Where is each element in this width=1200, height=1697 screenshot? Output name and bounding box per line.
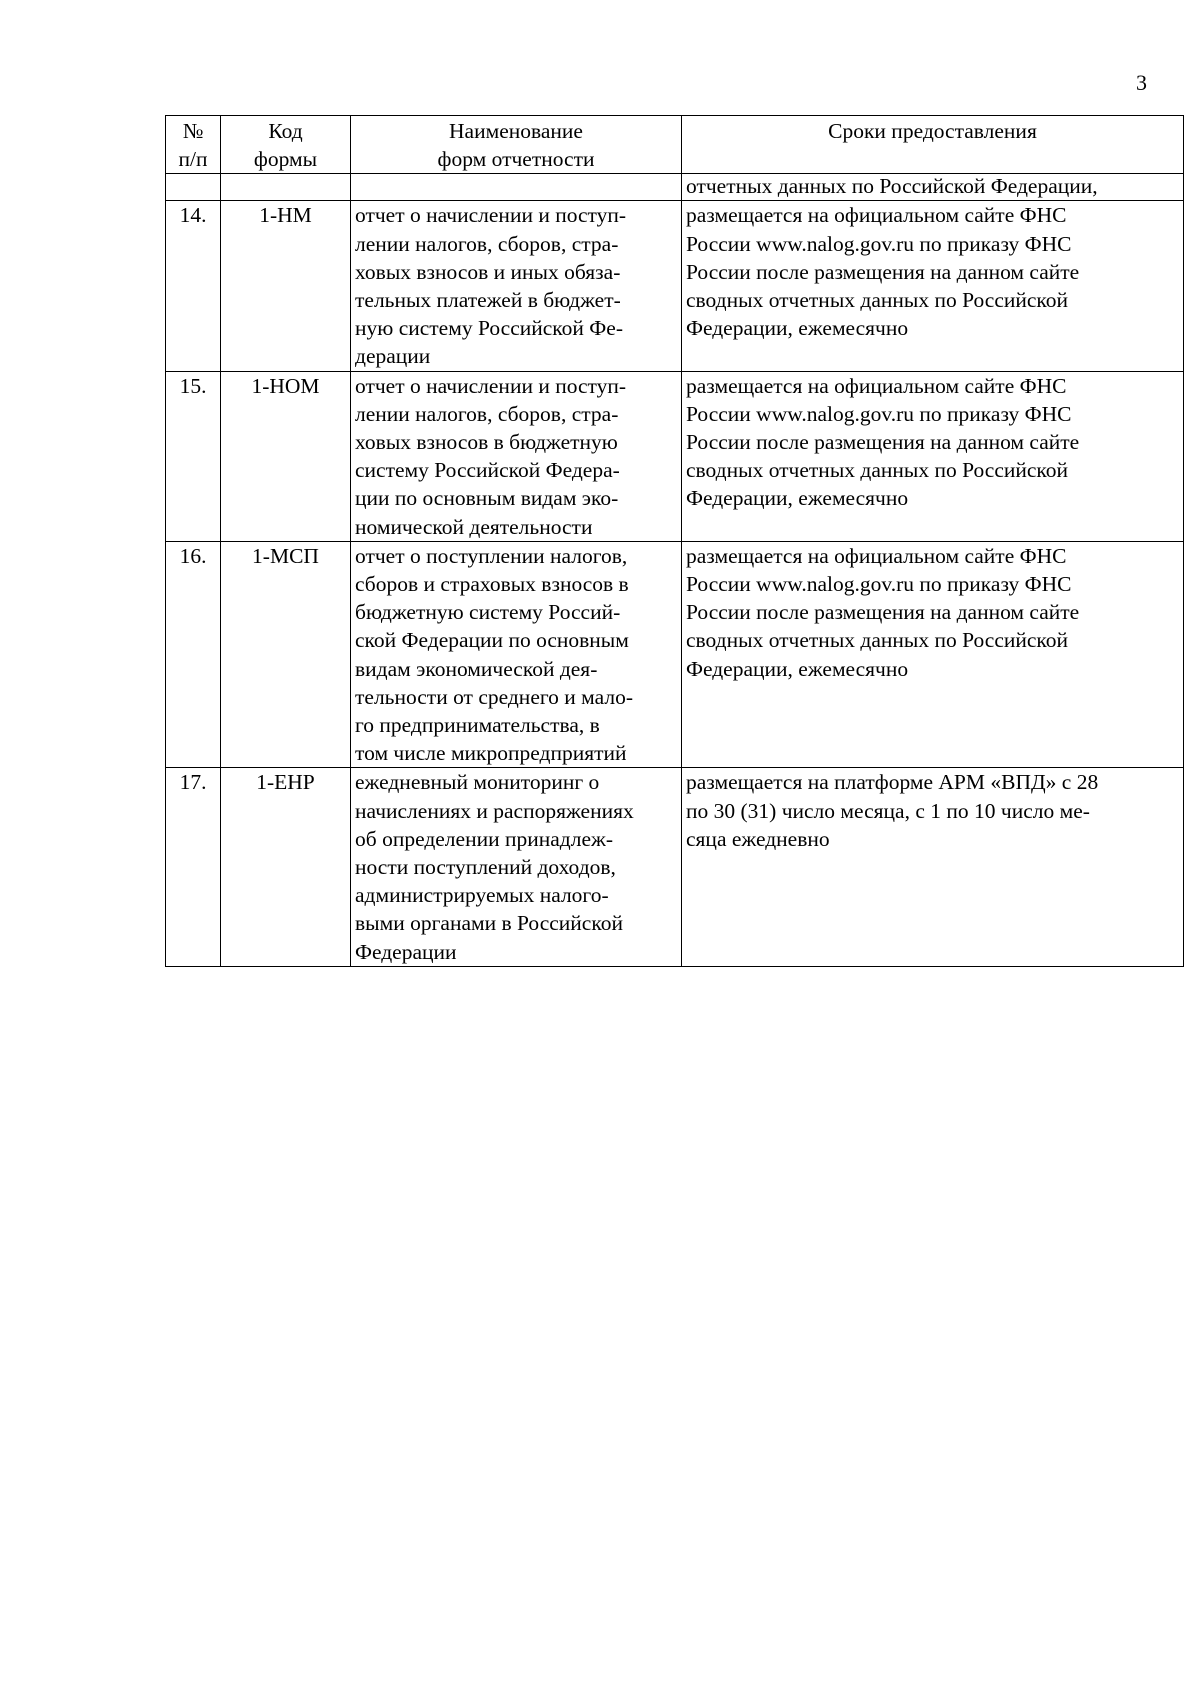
form-name-cell — [351, 768, 682, 966]
form-name-line: отчет о поступлении налогов, — [355, 543, 628, 568]
form-name-line: тельных платежей в бюджет- — [355, 288, 621, 313]
deadline-line: России www.nalog.gov.ru по приказу ФНС — [686, 572, 1072, 597]
continuation-num-cell — [166, 174, 221, 201]
deadline-line: сяца ежедневно — [686, 826, 830, 851]
form-name-line: начислениях и распоряжениях — [355, 798, 634, 823]
header-name-line: форм отчетности — [437, 147, 595, 172]
form-code-cell: 1-ЕНР — [221, 768, 351, 966]
form-name-line: тельности от среднего и мало- — [355, 684, 633, 709]
deadline-line: России после размещения на данном сайте — [686, 259, 1080, 284]
form-name-line: об определении принадлеж- — [355, 826, 614, 851]
deadline-line: размещается на официальном сайте ФНС — [686, 543, 1067, 568]
form-name-cell — [351, 541, 682, 768]
form-code-cell: 1-НМ — [221, 201, 351, 371]
continuation-deadline-cell: отчетных данных по Российской Федерации, — [682, 174, 1184, 201]
reporting-forms-table — [165, 115, 1184, 967]
header-code-line: формы — [253, 147, 318, 172]
deadline-line: сводных отчетных данных по Российской — [686, 458, 1069, 483]
form-name-line: Федерации — [355, 939, 457, 964]
form-code-cell: 1-НОМ — [221, 371, 351, 541]
deadline-line: России www.nalog.gov.ru по приказу ФНС — [686, 401, 1072, 426]
form-name-line: систему Российской Федера- — [355, 458, 620, 483]
form-name-line: ской Федерации по основным — [355, 628, 629, 653]
header-name — [351, 116, 682, 174]
deadline-line: размещается на официальном сайте ФНС — [686, 203, 1067, 228]
form-name-line: ности поступлений доходов, — [355, 855, 616, 880]
row-number-cell: 14. — [166, 201, 221, 371]
form-name-cell — [351, 371, 682, 541]
header-num-line: № — [182, 119, 204, 143]
deadline-line: сводных отчетных данных по Российской — [686, 288, 1069, 313]
deadline-line: России www.nalog.gov.ru по приказу ФНС — [686, 231, 1072, 256]
header-code-line: Код — [268, 119, 303, 143]
table-row — [166, 768, 1184, 966]
deadline-line: Федерации, ежемесячно — [686, 486, 909, 511]
form-code-cell: 1-МСП — [221, 541, 351, 768]
deadline-line: размещается на официальном сайте ФНС — [686, 373, 1067, 398]
row-number-cell: 15. — [166, 371, 221, 541]
form-name-line: лении налогов, сборов, стра- — [355, 231, 619, 256]
header-name-line: Наименование — [449, 119, 583, 143]
form-name-line: администрируемых налого- — [355, 883, 609, 908]
form-name-line: лении налогов, сборов, стра- — [355, 401, 619, 426]
table-row — [166, 201, 1184, 371]
form-name-line: отчет о начислении и поступ- — [355, 373, 627, 398]
form-name-line: том числе микропредприятий — [355, 741, 627, 766]
row-number-cell: 17. — [166, 768, 221, 966]
form-name-line: дерации — [355, 344, 431, 369]
form-name-line: бюджетную систему Россий- — [355, 600, 621, 625]
form-name-line: сборов и страховых взносов в — [355, 572, 629, 597]
form-name-line: видам экономической дея- — [355, 656, 598, 681]
table-header-row — [166, 116, 1184, 174]
form-name-line: ховых взносов и иных обяза- — [355, 259, 621, 284]
header-deadline — [682, 116, 1184, 174]
page-number: 3 — [1136, 70, 1147, 95]
form-name-line: номической деятельности — [355, 514, 593, 539]
deadline-line: по 30 (31) число месяца, с 1 по 10 число ме- — [686, 798, 1090, 823]
deadline-cell — [682, 371, 1184, 541]
form-name-line: ную систему Российской Фе- — [355, 316, 623, 341]
deadline-line: Федерации, ежемесячно — [686, 316, 909, 341]
header-code — [221, 116, 351, 174]
deadline-cell — [682, 201, 1184, 371]
deadline-line: размещается на платформе АРМ «ВПД» с 28 — [686, 770, 1099, 795]
form-name-line: ежедневный мониторинг о — [355, 770, 600, 795]
form-name-line: ховых взносов в бюджетную — [355, 430, 618, 455]
continuation-row — [166, 174, 1184, 201]
form-name-line: го предпринимательства, в — [355, 713, 600, 738]
header-num-line: п/п — [178, 147, 208, 172]
deadline-line: России после размещения на данном сайте — [686, 600, 1080, 625]
header-deadline-line: Сроки предоставления — [828, 119, 1037, 143]
form-name-cell — [351, 201, 682, 371]
form-name-line: выми органами в Российской — [355, 911, 623, 936]
deadline-line: сводных отчетных данных по Российской — [686, 628, 1069, 653]
form-name-line: ции по основным видам эко- — [355, 486, 619, 511]
deadline-cell — [682, 768, 1184, 966]
deadline-cell — [682, 541, 1184, 768]
deadline-line: России после размещения на данном сайте — [686, 430, 1080, 455]
continuation-name-cell — [351, 174, 682, 201]
deadline-line: Федерации, ежемесячно — [686, 656, 909, 681]
form-name-line: отчет о начислении и поступ- — [355, 203, 627, 228]
continuation-code-cell — [221, 174, 351, 201]
table-row — [166, 371, 1184, 541]
row-number-cell: 16. — [166, 541, 221, 768]
header-num — [166, 116, 221, 174]
table-row — [166, 541, 1184, 768]
